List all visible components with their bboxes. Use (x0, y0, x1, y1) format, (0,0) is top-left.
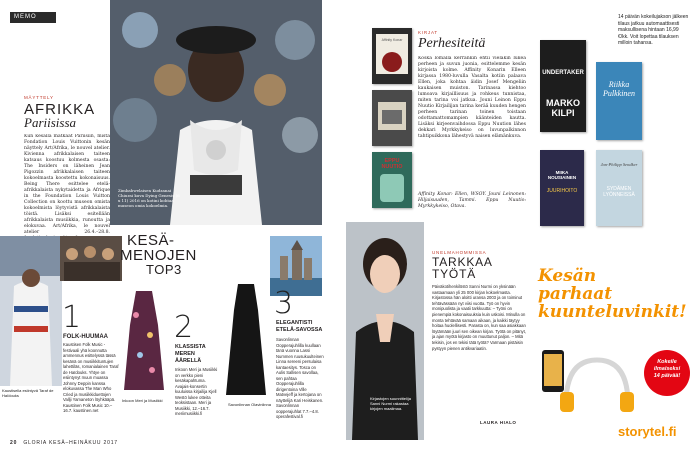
rank-body-3: Savonlinnan Oopperajuhlilla kuullaan tänä vuonna Lassi Nummen ruusukuulteinen Linna sereeni persulaisa kantaesitys. Tosca on Aulis Sallisen savollaa, sen pahtaa Oopperajuhlilla dirigentoina Ville Matvejeff ja kertojana on näyttelijä Kari Heiskanen. Savonlinnan oopperajuhlat 7.7.–4.8. operafestival.fi (276, 337, 324, 419)
africa-caption: Zimbabwelaisen Kudzanai Chiurai kuva Dying Genesis (6 x 11) 2016 on kotini kohtaa museon omia kokoelmia. (118, 188, 180, 208)
folk-band-photo (60, 236, 122, 281)
rank-caption-3: Savonlinnan Olavinlinna (228, 402, 271, 407)
ad-book-juurihoito (540, 150, 584, 226)
black-dress-photo (222, 280, 270, 400)
kesa-title-line2: MENOJEN (120, 247, 197, 264)
kesa-title-line1: KESÄ- (127, 232, 175, 249)
tarkkaa-title-line2: TYÖTÄ (432, 267, 477, 281)
page-footer (10, 440, 118, 446)
rank-number-2: 2 (174, 310, 194, 345)
ad-headline-line3: kuunteluvinkit! (538, 302, 687, 322)
rank-number-1: 1 (62, 300, 82, 335)
ad-book-sydamen-title: SYDÄMEN LYÖNNEISSÄ (603, 186, 635, 198)
tarkkaa-signature: LAURA HIALO (480, 420, 517, 425)
book-cover-ellen (372, 28, 412, 84)
storytel-ad (534, 0, 696, 450)
ad-headline-line2: parhaat (538, 284, 613, 304)
ad-book-sydamen (596, 150, 642, 226)
ad-promo-text: 14 päivän kokeilujakson jälkeen tilaus jatkuu automaattisesti maksullisena hintaan 16,99 €/kk. Voit lopettaa tilauksen milloin tahansa. (618, 14, 689, 46)
book-myrkky-author: EPPU NUUTIO (381, 158, 403, 170)
rank-body-2: Inkoon Meri ja Musiikki on verkko pieni kesäkapahtuma. Avajais-konsertin kuuluissa kirjailija Kjell Westö lukee otteita teoksistaan. Meri ja Musiikki, 12.–16.7. meriimusiikki.fi (175, 367, 218, 416)
africa-kicker: MÄYTTELY (24, 95, 54, 100)
rank-title-3: ELEGANTISTI ETELÄ-SAVOSSA (276, 320, 323, 333)
kirjat-title: Perhesiteitä (418, 36, 486, 51)
burst-line3: 14 päivää! (653, 373, 681, 379)
africa-title-line1: AFRIKKA (24, 101, 96, 118)
ad-book-pulkkinen-title: Riikka Pulkkinen (603, 80, 635, 98)
tarkkaa-caption: Kirjastojen suunnittelija Sanni Nurmi rakastaa kirjojen maailmaa. (370, 396, 411, 411)
ad-trial-burst (644, 350, 690, 396)
rank-body-1: Kaustisen Folk Music -festivaali yhä koonnutta ammennus esittelyssä tässä kesänä on musiikkituntujen lahettiläs, romanialainen Taraf de Haïdouks. Yhtye on esiintynyt muun muassa Johnny Deppin kanssa elokuvassa The Man Who Cried ja musiikkiduettojen Vallji Yamaneton löyhkääpä. Kaustinen Folk Music 10.–16.7. kaustinen.net (63, 342, 119, 413)
page-number: 20 (10, 440, 18, 446)
book-ellen-author: Affinity Konar (381, 38, 403, 42)
tarkkaa-body: Päiväkotihenkilöstö Sanni Nurmi on yksinään vastaamaan yli 25 000 kirjan kokoelmasta. Kirjastossa hän aloitti uransa 2003 ja on toiminut tehtävässään nyt viisi vuotta. Työ on hyvin monipuolista ja vaatii tarkkuutta: – Työni on pienempiä kokonaisuuksia kuin uskoisi. Minulla on monta tehtävää samaan aikaan, ja kaikki täytyy hoitaa huolellisesti. Parasta on, kun saa asiakkaan löytämään juuri sen oikean kirjan. Työtä on pitänyt, ja ajan myötä kirjasto on muuttunut paljon. – Mitä tekisin, jos en tekisi tätä työtä? Varmaan pistäisin pystyyn pienen antikvariaatin. (432, 284, 526, 351)
tarkkaa-title-line1: TARKKAA (432, 255, 493, 269)
rank-title-2: KLASSISTA MEREN ÄÄRELLÄ (175, 344, 206, 364)
floral-dress-photo (122, 285, 166, 395)
memo-tab: MEMO (10, 12, 56, 23)
kesa-title-line3: TOP3 (146, 262, 182, 277)
africa-body: Kun kesällä matkaat Pariisiin, mistä Fondation Louis Vuittonin kesän näyttely Art/Afrika, le nouvel atelier. Kivienna afrikkalaisen taiteen katsaus koostuu kolmesta osasta: The Insiders on läheinen Jean Pigozzin afrikkalaisen taiteen kokoelmasta koostettu kokonaisuus. Being There esittelee etelä-afrikkalaista nykytaidetta ja Afrique in the Foundation Louis Vuitton Collection on koottu museon omista kokoelmista löytyvistä afrikkalaista töistä. Lisäksi esitellään afrikkalaista musiikkia, runoutta ja elokuvaa. Art/Afrika, le nouvel atelier 26.4.–28.8. (24, 134, 110, 235)
ad-book-juurihoito-title: JUURIHOITO (546, 188, 578, 194)
magazine-name: GLORIA KESÄ–HEINÄKUU 2017 (23, 440, 118, 446)
ad-book-undertaker-author: MARKO KILPI (546, 98, 580, 118)
kirjat-kicker: KIRJAT (418, 30, 438, 35)
africa-title-line2: Pariisissa (24, 115, 77, 130)
ad-book-undertaker-title: UNDERTAKER (542, 70, 584, 76)
storytel-brand: storytel.fi (618, 424, 677, 439)
folk-musicians-photo (0, 236, 62, 386)
ad-book-sydamen-author: Jan-Philipp Sendker (600, 162, 638, 167)
burst-line1: Kokeile (657, 359, 677, 365)
rank-number-3: 3 (274, 286, 294, 321)
book-cover-myrkky (372, 152, 412, 208)
headphones-icon (558, 352, 636, 416)
ad-book-undertaker (540, 40, 586, 132)
rank-caption-2: Inkoon Meri ja Musiikki (122, 398, 163, 403)
kirjat-credits: Affinity Konar: Ellen, WSOY. Jouni Leinonen: Hiljaisuuden, Tammi. Eppu Nuutio: Myrkkykeiso, Otava. (418, 192, 526, 209)
book-cover-hiljaisuus (372, 90, 412, 146)
kirjat-body: Koska lomalla kerrankin ehtii vieläkin lukea perheen ja suvun juonia, esittelemme kesän kirjoista kolme. Affinity Konarin Elleen kirjassa 1980-luvulla Vasalta kotiin palaava Ellen, joka kohtaa äidin Josef Mengeliin kaukaisen muiston. Tarinassa kiehtoo lumoava kirjaillisuus ja rohkeus tunnistaa, miten tarina voi jatkua. Jouni Leinon Eppu Nuutio Kirjailijan tarina kerää kuuden hengen perheen tarinan toinen toistaan odottamattomampien käänteiden kautta. Lisäksi kirjeenvaihdossa Eppu Nuution lähes dekkari Myrkkykeiso on luvunpalkinnon tahtipuikkona lähestyvä naisen elämänkuva. (418, 56, 526, 139)
burst-line2: ilmaiseksi (653, 366, 681, 372)
tarkkaa-kicker: UNELMAHOMMISSA (432, 250, 487, 255)
rank-title-1: FOLK-HUUMAA (63, 334, 108, 340)
ad-book-pulkkinen (596, 62, 642, 140)
rank-caption-1: Kaustisella esiintyvä Taraf de Haïdouks (2, 388, 54, 398)
ad-headline-line1: Kesän (538, 266, 597, 286)
ad-book-juurihoito-author: MIIKA NOUSIAINEN (547, 170, 577, 180)
